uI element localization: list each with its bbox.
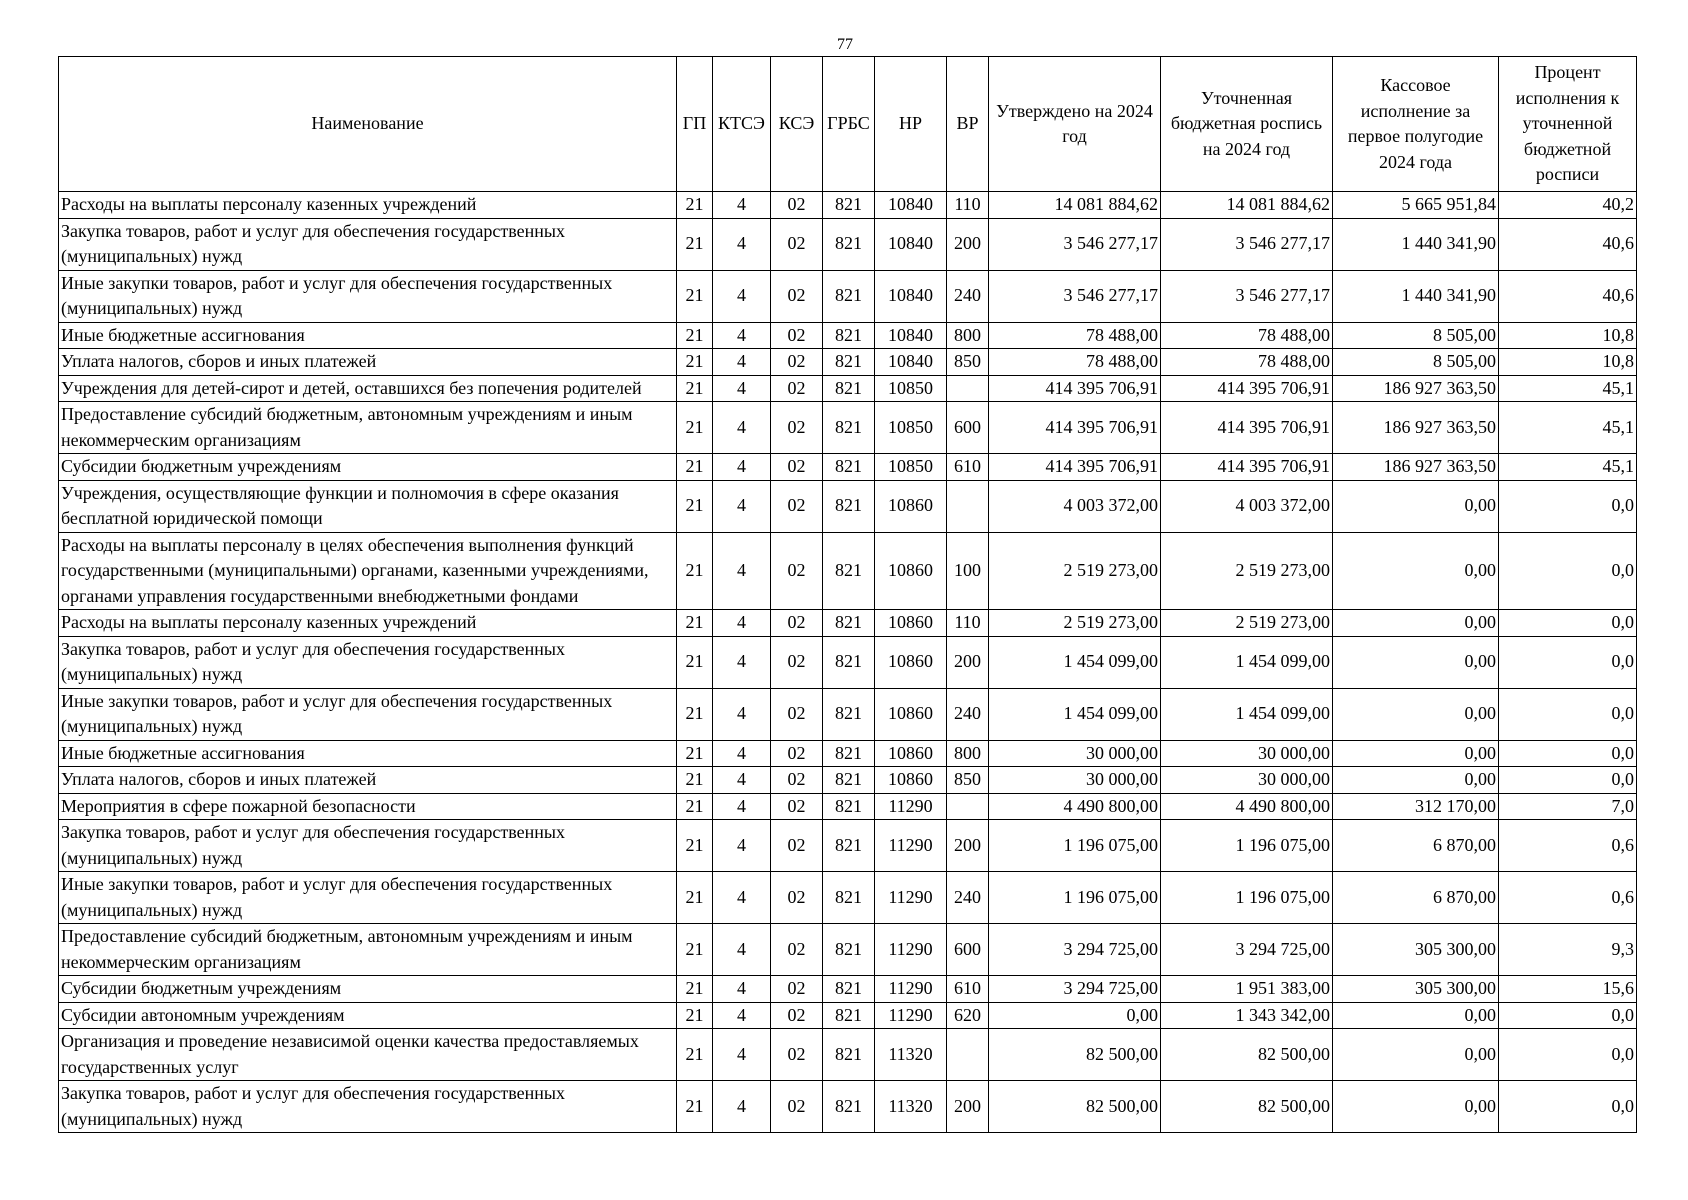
table-row xyxy=(59,767,1637,794)
row-cash: 0,00 xyxy=(1333,740,1499,767)
row-approved: 1 196 075,00 xyxy=(989,820,1161,872)
table-row xyxy=(59,820,1637,872)
row-grbs: 821 xyxy=(823,322,875,349)
row-grbs: 821 xyxy=(823,820,875,872)
row-vr: 850 xyxy=(947,349,989,376)
row-vr: 110 xyxy=(947,610,989,637)
table-row xyxy=(59,740,1637,767)
row-gp: 21 xyxy=(677,270,713,322)
row-grbs: 821 xyxy=(823,349,875,376)
row-name: Закупка товаров, работ и услуг для обеспечения государственных (муниципальных) нужд xyxy=(59,1081,677,1133)
table-row xyxy=(59,375,1637,402)
table-row xyxy=(59,454,1637,481)
row-grbs: 821 xyxy=(823,793,875,820)
row-cash: 186 927 363,50 xyxy=(1333,402,1499,454)
row-name: Иные закупки товаров, работ и услуг для обеспечения государственных (муниципальных) нужд xyxy=(59,270,677,322)
row-nr: 10840 xyxy=(875,218,947,270)
table-row xyxy=(59,976,1637,1003)
row-grbs: 821 xyxy=(823,1029,875,1081)
row-percent: 40,6 xyxy=(1499,270,1637,322)
row-nr: 11290 xyxy=(875,820,947,872)
row-revised: 2 519 273,00 xyxy=(1161,532,1333,610)
row-revised: 4 003 372,00 xyxy=(1161,480,1333,532)
row-percent: 40,2 xyxy=(1499,192,1637,219)
row-ktse: 4 xyxy=(713,454,771,481)
row-cash: 0,00 xyxy=(1333,636,1499,688)
row-approved: 30 000,00 xyxy=(989,740,1161,767)
row-gp: 21 xyxy=(677,349,713,376)
row-revised: 14 081 884,62 xyxy=(1161,192,1333,219)
row-vr: 850 xyxy=(947,767,989,794)
row-name: Иные закупки товаров, работ и услуг для обеспечения государственных (муниципальных) нужд xyxy=(59,688,677,740)
row-percent: 45,1 xyxy=(1499,454,1637,481)
row-vr xyxy=(947,375,989,402)
row-ktse: 4 xyxy=(713,480,771,532)
row-revised: 414 395 706,91 xyxy=(1161,375,1333,402)
row-ktse: 4 xyxy=(713,1002,771,1029)
row-vr: 100 xyxy=(947,532,989,610)
row-grbs: 821 xyxy=(823,976,875,1003)
row-nr: 10840 xyxy=(875,270,947,322)
row-ktse: 4 xyxy=(713,636,771,688)
row-approved: 82 500,00 xyxy=(989,1029,1161,1081)
row-cash: 312 170,00 xyxy=(1333,793,1499,820)
row-cash: 0,00 xyxy=(1333,1029,1499,1081)
row-approved: 2 519 273,00 xyxy=(989,610,1161,637)
row-name: Иные закупки товаров, работ и услуг для обеспечения государственных (муниципальных) нужд xyxy=(59,872,677,924)
row-grbs: 821 xyxy=(823,636,875,688)
header-gp: ГП xyxy=(677,57,713,192)
row-vr: 610 xyxy=(947,454,989,481)
header-revised: Уточненная бюджетная роспись на 2024 год xyxy=(1161,57,1333,192)
table-row xyxy=(59,270,1637,322)
row-revised: 4 490 800,00 xyxy=(1161,793,1333,820)
row-revised: 3 546 277,17 xyxy=(1161,270,1333,322)
header-ktse: КТСЭ xyxy=(713,57,771,192)
row-gp: 21 xyxy=(677,1002,713,1029)
row-approved: 1 196 075,00 xyxy=(989,872,1161,924)
row-vr: 240 xyxy=(947,688,989,740)
row-nr: 10850 xyxy=(875,402,947,454)
row-grbs: 821 xyxy=(823,454,875,481)
row-kse: 02 xyxy=(771,375,823,402)
row-gp: 21 xyxy=(677,872,713,924)
row-gp: 21 xyxy=(677,402,713,454)
table-row xyxy=(59,532,1637,610)
row-name: Учреждения для детей-сирот и детей, оставшихся без попечения родителей xyxy=(59,375,677,402)
row-nr: 10850 xyxy=(875,454,947,481)
row-revised: 78 488,00 xyxy=(1161,349,1333,376)
row-kse: 02 xyxy=(771,322,823,349)
row-nr: 10860 xyxy=(875,636,947,688)
row-kse: 02 xyxy=(771,402,823,454)
row-name: Мероприятия в сфере пожарной безопасности xyxy=(59,793,677,820)
table-header-row xyxy=(59,57,1637,192)
row-ktse: 4 xyxy=(713,375,771,402)
table-row xyxy=(59,688,1637,740)
row-kse: 02 xyxy=(771,688,823,740)
row-vr: 610 xyxy=(947,976,989,1003)
row-percent: 40,6 xyxy=(1499,218,1637,270)
row-name: Субсидии бюджетным учреждениям xyxy=(59,976,677,1003)
table-row xyxy=(59,793,1637,820)
row-gp: 21 xyxy=(677,636,713,688)
row-revised: 30 000,00 xyxy=(1161,740,1333,767)
row-percent: 0,6 xyxy=(1499,820,1637,872)
row-nr: 10860 xyxy=(875,610,947,637)
table-row xyxy=(59,192,1637,219)
table-row xyxy=(59,610,1637,637)
row-nr: 10860 xyxy=(875,480,947,532)
row-percent: 0,0 xyxy=(1499,610,1637,637)
row-gp: 21 xyxy=(677,532,713,610)
row-cash: 1 440 341,90 xyxy=(1333,270,1499,322)
row-grbs: 821 xyxy=(823,375,875,402)
row-kse: 02 xyxy=(771,1002,823,1029)
row-cash: 0,00 xyxy=(1333,688,1499,740)
row-grbs: 821 xyxy=(823,924,875,976)
row-percent: 0,0 xyxy=(1499,1002,1637,1029)
row-kse: 02 xyxy=(771,218,823,270)
header-cash: Кассовое исполнение за первое полугодие 2024 года xyxy=(1333,57,1499,192)
row-kse: 02 xyxy=(771,349,823,376)
row-name: Иные бюджетные ассигнования xyxy=(59,322,677,349)
row-nr: 10840 xyxy=(875,349,947,376)
row-gp: 21 xyxy=(677,740,713,767)
row-cash: 0,00 xyxy=(1333,610,1499,637)
row-ktse: 4 xyxy=(713,1029,771,1081)
row-kse: 02 xyxy=(771,872,823,924)
row-vr: 600 xyxy=(947,402,989,454)
row-gp: 21 xyxy=(677,976,713,1003)
row-ktse: 4 xyxy=(713,270,771,322)
row-kse: 02 xyxy=(771,820,823,872)
table-row xyxy=(59,480,1637,532)
row-revised: 414 395 706,91 xyxy=(1161,454,1333,481)
row-name: Организация и проведение независимой оценки качества предоставляемых государственных услуг xyxy=(59,1029,677,1081)
row-percent: 0,0 xyxy=(1499,1029,1637,1081)
row-revised: 1 454 099,00 xyxy=(1161,636,1333,688)
row-vr: 200 xyxy=(947,1081,989,1133)
row-percent: 0,6 xyxy=(1499,872,1637,924)
row-percent: 45,1 xyxy=(1499,402,1637,454)
row-name: Уплата налогов, сборов и иных платежей xyxy=(59,767,677,794)
row-revised: 1 454 099,00 xyxy=(1161,688,1333,740)
row-percent: 0,0 xyxy=(1499,688,1637,740)
row-nr: 10860 xyxy=(875,688,947,740)
row-gp: 21 xyxy=(677,454,713,481)
row-ktse: 4 xyxy=(713,349,771,376)
row-vr: 240 xyxy=(947,270,989,322)
row-cash: 186 927 363,50 xyxy=(1333,375,1499,402)
row-approved: 414 395 706,91 xyxy=(989,402,1161,454)
row-name: Расходы на выплаты персоналу казенных учреждений xyxy=(59,610,677,637)
row-kse: 02 xyxy=(771,192,823,219)
row-nr: 10840 xyxy=(875,192,947,219)
table-row xyxy=(59,1002,1637,1029)
row-ktse: 4 xyxy=(713,532,771,610)
row-name: Закупка товаров, работ и услуг для обеспечения государственных (муниципальных) нужд xyxy=(59,636,677,688)
row-kse: 02 xyxy=(771,480,823,532)
row-kse: 02 xyxy=(771,270,823,322)
row-revised: 3 294 725,00 xyxy=(1161,924,1333,976)
row-kse: 02 xyxy=(771,740,823,767)
header-nr: НР xyxy=(875,57,947,192)
row-ktse: 4 xyxy=(713,688,771,740)
row-grbs: 821 xyxy=(823,688,875,740)
row-approved: 0,00 xyxy=(989,1002,1161,1029)
table-row xyxy=(59,218,1637,270)
row-percent: 10,8 xyxy=(1499,349,1637,376)
row-percent: 9,3 xyxy=(1499,924,1637,976)
row-gp: 21 xyxy=(677,322,713,349)
row-grbs: 821 xyxy=(823,270,875,322)
row-vr xyxy=(947,793,989,820)
row-ktse: 4 xyxy=(713,924,771,976)
row-revised: 1 196 075,00 xyxy=(1161,820,1333,872)
row-ktse: 4 xyxy=(713,872,771,924)
row-kse: 02 xyxy=(771,532,823,610)
row-percent: 15,6 xyxy=(1499,976,1637,1003)
row-vr: 200 xyxy=(947,636,989,688)
row-nr: 11290 xyxy=(875,793,947,820)
row-revised: 1 196 075,00 xyxy=(1161,872,1333,924)
table-row xyxy=(59,872,1637,924)
row-gp: 21 xyxy=(677,480,713,532)
row-kse: 02 xyxy=(771,767,823,794)
row-grbs: 821 xyxy=(823,218,875,270)
row-name: Субсидии автономным учреждениям xyxy=(59,1002,677,1029)
row-revised: 82 500,00 xyxy=(1161,1029,1333,1081)
row-approved: 4 490 800,00 xyxy=(989,793,1161,820)
row-kse: 02 xyxy=(771,610,823,637)
row-name: Учреждения, осуществляющие функции и полномочия в сфере оказания бесплатной юридической помощи xyxy=(59,480,677,532)
row-cash: 0,00 xyxy=(1333,480,1499,532)
row-cash: 0,00 xyxy=(1333,1081,1499,1133)
row-vr xyxy=(947,1029,989,1081)
row-nr: 10860 xyxy=(875,532,947,610)
row-percent: 0,0 xyxy=(1499,1081,1637,1133)
row-name: Закупка товаров, работ и услуг для обеспечения государственных (муниципальных) нужд xyxy=(59,218,677,270)
row-gp: 21 xyxy=(677,610,713,637)
row-nr: 10860 xyxy=(875,767,947,794)
row-percent: 7,0 xyxy=(1499,793,1637,820)
row-vr: 200 xyxy=(947,218,989,270)
row-grbs: 821 xyxy=(823,402,875,454)
page-number: 77 xyxy=(837,36,853,53)
row-name: Закупка товаров, работ и услуг для обеспечения государственных (муниципальных) нужд xyxy=(59,820,677,872)
row-vr: 620 xyxy=(947,1002,989,1029)
row-revised: 414 395 706,91 xyxy=(1161,402,1333,454)
row-kse: 02 xyxy=(771,924,823,976)
table-row xyxy=(59,402,1637,454)
row-percent: 0,0 xyxy=(1499,740,1637,767)
row-revised: 1 951 383,00 xyxy=(1161,976,1333,1003)
row-approved: 2 519 273,00 xyxy=(989,532,1161,610)
table-row xyxy=(59,322,1637,349)
row-nr: 11290 xyxy=(875,924,947,976)
row-ktse: 4 xyxy=(713,218,771,270)
table-row xyxy=(59,636,1637,688)
row-ktse: 4 xyxy=(713,740,771,767)
row-name: Предоставление субсидий бюджетным, автономным учреждениям и иным некоммерческим организациям xyxy=(59,924,677,976)
row-approved: 3 546 277,17 xyxy=(989,270,1161,322)
row-gp: 21 xyxy=(677,688,713,740)
row-grbs: 821 xyxy=(823,767,875,794)
row-approved: 1 454 099,00 xyxy=(989,688,1161,740)
row-ktse: 4 xyxy=(713,610,771,637)
row-gp: 21 xyxy=(677,218,713,270)
row-nr: 11320 xyxy=(875,1029,947,1081)
row-nr: 10860 xyxy=(875,740,947,767)
row-gp: 21 xyxy=(677,820,713,872)
row-cash: 5 665 951,84 xyxy=(1333,192,1499,219)
row-kse: 02 xyxy=(771,1081,823,1133)
row-ktse: 4 xyxy=(713,1081,771,1133)
row-grbs: 821 xyxy=(823,610,875,637)
row-cash: 186 927 363,50 xyxy=(1333,454,1499,481)
row-approved: 30 000,00 xyxy=(989,767,1161,794)
row-percent: 0,0 xyxy=(1499,636,1637,688)
row-revised: 1 343 342,00 xyxy=(1161,1002,1333,1029)
row-name: Предоставление субсидий бюджетным, автономным учреждениям и иным некоммерческим организациям xyxy=(59,402,677,454)
row-approved: 3 294 725,00 xyxy=(989,976,1161,1003)
row-nr: 10840 xyxy=(875,322,947,349)
row-grbs: 821 xyxy=(823,192,875,219)
row-cash: 8 505,00 xyxy=(1333,349,1499,376)
row-grbs: 821 xyxy=(823,1081,875,1133)
row-name: Иные бюджетные ассигнования xyxy=(59,740,677,767)
row-vr: 200 xyxy=(947,820,989,872)
header-vr: ВР xyxy=(947,57,989,192)
row-grbs: 821 xyxy=(823,532,875,610)
header-approved: Утверждено на 2024 год xyxy=(989,57,1161,192)
row-vr xyxy=(947,480,989,532)
row-nr: 11290 xyxy=(875,1002,947,1029)
row-approved: 1 454 099,00 xyxy=(989,636,1161,688)
row-cash: 0,00 xyxy=(1333,1002,1499,1029)
row-ktse: 4 xyxy=(713,402,771,454)
header-grbs: ГРБС xyxy=(823,57,875,192)
row-revised: 2 519 273,00 xyxy=(1161,610,1333,637)
row-approved: 4 003 372,00 xyxy=(989,480,1161,532)
row-approved: 14 081 884,62 xyxy=(989,192,1161,219)
row-approved: 78 488,00 xyxy=(989,322,1161,349)
row-revised: 78 488,00 xyxy=(1161,322,1333,349)
row-gp: 21 xyxy=(677,1081,713,1133)
row-vr: 800 xyxy=(947,322,989,349)
row-percent: 45,1 xyxy=(1499,375,1637,402)
row-revised: 3 546 277,17 xyxy=(1161,218,1333,270)
row-grbs: 821 xyxy=(823,480,875,532)
table-row xyxy=(59,349,1637,376)
row-nr: 11290 xyxy=(875,872,947,924)
row-gp: 21 xyxy=(677,375,713,402)
row-vr: 600 xyxy=(947,924,989,976)
budget-table xyxy=(58,56,1637,1133)
row-cash: 8 505,00 xyxy=(1333,322,1499,349)
table-row xyxy=(59,924,1637,976)
row-ktse: 4 xyxy=(713,767,771,794)
row-approved: 3 546 277,17 xyxy=(989,218,1161,270)
header-name: Наименование xyxy=(59,57,677,192)
row-approved: 82 500,00 xyxy=(989,1081,1161,1133)
row-revised: 82 500,00 xyxy=(1161,1081,1333,1133)
row-kse: 02 xyxy=(771,1029,823,1081)
row-grbs: 821 xyxy=(823,1002,875,1029)
row-grbs: 821 xyxy=(823,872,875,924)
row-percent: 10,8 xyxy=(1499,322,1637,349)
row-percent: 0,0 xyxy=(1499,532,1637,610)
row-gp: 21 xyxy=(677,767,713,794)
row-kse: 02 xyxy=(771,454,823,481)
row-ktse: 4 xyxy=(713,976,771,1003)
row-cash: 0,00 xyxy=(1333,767,1499,794)
row-grbs: 821 xyxy=(823,740,875,767)
row-cash: 6 870,00 xyxy=(1333,872,1499,924)
row-gp: 21 xyxy=(677,192,713,219)
row-vr: 240 xyxy=(947,872,989,924)
row-nr: 10850 xyxy=(875,375,947,402)
row-gp: 21 xyxy=(677,793,713,820)
row-ktse: 4 xyxy=(713,192,771,219)
table-row xyxy=(59,1081,1637,1133)
row-cash: 6 870,00 xyxy=(1333,820,1499,872)
table-body xyxy=(59,192,1637,1133)
row-revised: 30 000,00 xyxy=(1161,767,1333,794)
row-gp: 21 xyxy=(677,1029,713,1081)
row-cash: 1 440 341,90 xyxy=(1333,218,1499,270)
row-ktse: 4 xyxy=(713,322,771,349)
row-vr: 800 xyxy=(947,740,989,767)
table-row xyxy=(59,1029,1637,1081)
row-nr: 11290 xyxy=(875,976,947,1003)
row-name: Расходы на выплаты персоналу казенных учреждений xyxy=(59,192,677,219)
row-kse: 02 xyxy=(771,793,823,820)
row-approved: 78 488,00 xyxy=(989,349,1161,376)
header-kse: КСЭ xyxy=(771,57,823,192)
row-name: Субсидии бюджетным учреждениям xyxy=(59,454,677,481)
row-approved: 414 395 706,91 xyxy=(989,375,1161,402)
row-nr: 11320 xyxy=(875,1081,947,1133)
row-cash: 305 300,00 xyxy=(1333,924,1499,976)
row-vr: 110 xyxy=(947,192,989,219)
row-cash: 305 300,00 xyxy=(1333,976,1499,1003)
row-cash: 0,00 xyxy=(1333,532,1499,610)
row-percent: 0,0 xyxy=(1499,767,1637,794)
row-kse: 02 xyxy=(771,636,823,688)
row-gp: 21 xyxy=(677,924,713,976)
row-approved: 3 294 725,00 xyxy=(989,924,1161,976)
row-name: Расходы на выплаты персоналу в целях обеспечения выполнения функций государственными (муниципальными) органами, казенными учреждениями, органами управления государственными внебюджетными фондами xyxy=(59,532,677,610)
row-name: Уплата налогов, сборов и иных платежей xyxy=(59,349,677,376)
row-kse: 02 xyxy=(771,976,823,1003)
header-percent: Процент исполнения к уточненной бюджетной росписи xyxy=(1499,57,1637,192)
row-ktse: 4 xyxy=(713,793,771,820)
row-ktse: 4 xyxy=(713,820,771,872)
row-approved: 414 395 706,91 xyxy=(989,454,1161,481)
row-percent: 0,0 xyxy=(1499,480,1637,532)
